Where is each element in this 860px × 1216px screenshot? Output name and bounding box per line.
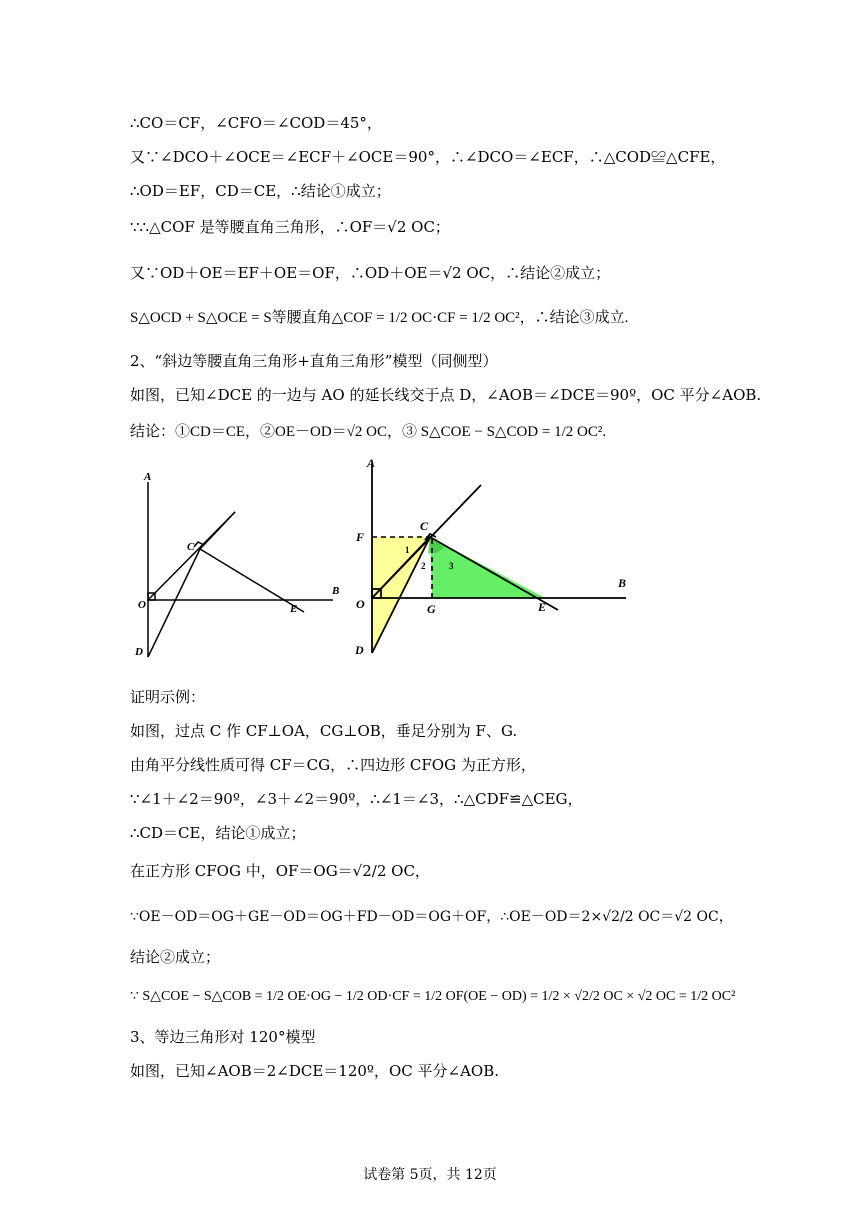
section-heading-3: 3、等边三角形对 120°模型: [130, 1028, 316, 1046]
label-b-2: B: [618, 576, 627, 590]
label-c-2: C: [420, 519, 429, 533]
text-line-15: ∵ S△COE − S△COB = 1/2 OE·OG − 1/2 OD·CF = 1/2 OF(OE − OD) = 1/2 × √2/2 OC × √2 OC = 1/2 OC²: [130, 989, 736, 1004]
text-line-4: ∵∴△COF 是等腰直角三角形，∴OF＝√2 OC；: [130, 218, 450, 236]
label-g-2: G: [427, 602, 436, 616]
label-b: B: [332, 585, 340, 597]
text-line-12: 在正方形 CFOG 中，OF＝OG＝√2/2 OC，: [130, 862, 430, 880]
label-d: D: [135, 646, 143, 658]
text-line-6: S△OCD + S△OCE = S等腰直角△COF = 1/2 OC·CF = 1/2 OC²，∴结论③成立.: [130, 310, 629, 326]
angle-label-2: 2: [421, 561, 426, 571]
label-e: E: [290, 603, 298, 615]
label-o: O: [138, 599, 146, 611]
line-dc: [148, 549, 200, 657]
line-ce: [200, 549, 304, 612]
angle-label-1: 1: [405, 545, 410, 555]
text-line-16: 如图，已知∠AOB＝2∠DCE＝120º，OC 平分∠AOB.: [130, 1062, 500, 1080]
page-footer: 试卷第 5页，共 12页: [363, 1167, 497, 1183]
label-o-2: O: [356, 597, 365, 611]
text-line-9: 由角平分线性质可得 CF＝CG，∴四边形 CFOG 为正方形，: [130, 756, 536, 774]
label-c: C: [187, 541, 195, 553]
figure-2: [350, 455, 635, 675]
section-heading-2: 2、“斜边等腰直角三角形+直角三角形”模型（同侧型）: [130, 352, 498, 370]
text-line-8: 如图，过点 C 作 CF⊥OA，CG⊥OB，垂足分别为 F、G.: [130, 722, 518, 740]
label-a: A: [144, 471, 152, 483]
text-line-14: 结论②成立；: [130, 948, 221, 966]
proof-heading: 证明示例：: [130, 688, 206, 706]
text-line-10: ∵∠1＋∠2＝90º，∠3＋∠2＝90º，∴∠1＝∠3，∴△CDF≌△CEG，: [130, 790, 583, 808]
label-d-2: D: [355, 643, 364, 657]
text-line-1: ∴CO＝CF，∠CFO＝∠COD＝45°，: [130, 114, 382, 132]
figure-1: [128, 462, 353, 672]
angle-label-3: 3: [449, 561, 454, 571]
label-f-2: F: [356, 530, 365, 544]
label-a-2: A: [367, 456, 376, 470]
text-line-11: ∴CD＝CE，结论①成立；: [130, 824, 306, 842]
text-line-3: ∴OD＝EF，CD＝CE，∴结论①成立；: [130, 182, 391, 200]
label-e-2: E: [538, 600, 547, 614]
text-line-2: 又∵∠DCO＋∠OCE＝∠ECF＋∠OCE＝90°，∴∠DCO＝∠ECF，∴△COD≌△CFE，: [130, 148, 726, 166]
text-line-5: 又∵OD＋OE＝EF＋OE＝OF，∴OD＋OE＝√2 OC，∴结论②成立；: [130, 264, 611, 282]
text-line-13: ∵OE－OD＝OG＋GE－OD＝OG＋FD－OD＝OG＋OF，∴OE－OD＝2×√2/2 OC＝√2 OC，: [130, 909, 733, 925]
text-line-conclusion: 结论：①CD＝CE，②OE－OD＝√2 OC，③ S△COE − S△COD = 1/2 OC².: [130, 424, 607, 440]
text-line-7: 如图，已知∠DCE 的一边与 AO 的延长线交于点 D，∠AOB＝∠DCE＝90º，OC 平分∠AOB.: [130, 386, 762, 404]
